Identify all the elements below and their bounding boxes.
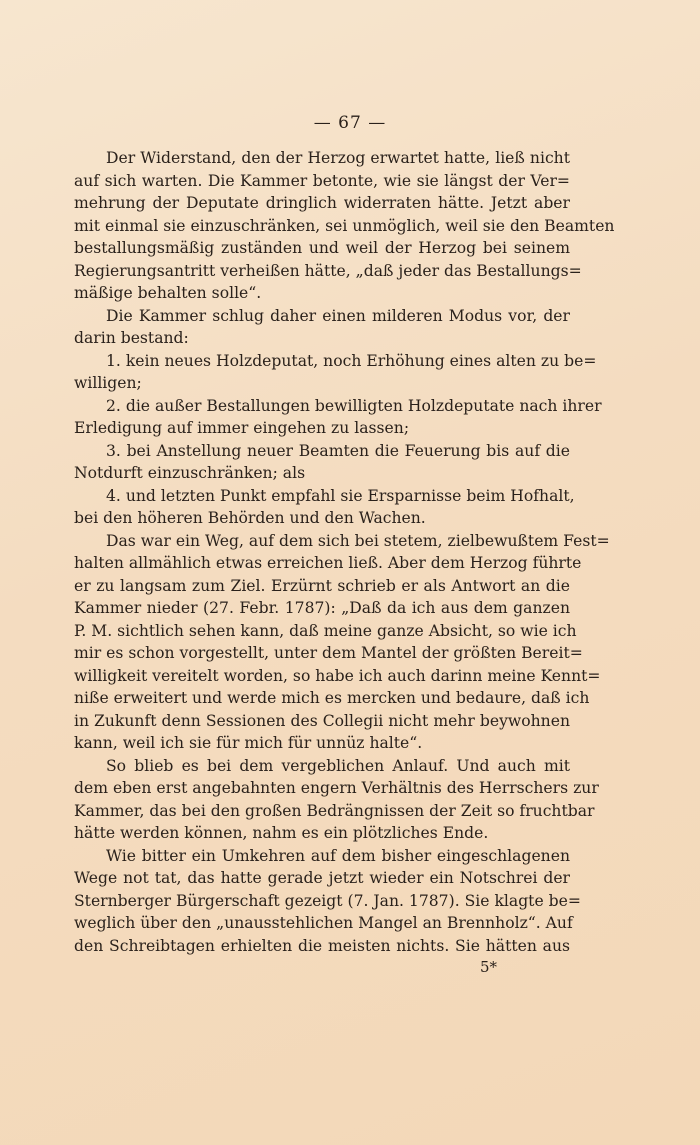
text-line: hätte werden können, nahm es ein plötzliches Ende. xyxy=(74,824,489,842)
text-line: bestallungsmäßig zuständen und weil der Herzog bei seinem xyxy=(74,239,570,257)
text-line: auf sich warten. Die Kammer betonte, wie sie längst der Ver= xyxy=(74,171,570,190)
text-line: er zu langsam zum Ziel. Erzürnt schrieb er als Antwort an die xyxy=(74,576,570,595)
text-line: willigen; xyxy=(74,374,142,392)
text-line: P. M. sichtlich sehen kann, daß meine ganze Absicht, so wie ich xyxy=(74,621,577,640)
text-line: 1. kein neues Holzdeputat, noch Erhöhung eines alten zu be= xyxy=(106,351,597,370)
text-line: kann, weil ich sie für mich für unnüz halte“. xyxy=(74,734,423,752)
text-line: Kammer nieder (27. Febr. 1787): „Daß da ich aus dem ganzen xyxy=(74,599,570,617)
text-line: Das war ein Weg, auf dem sich bei stetem, zielbewußtem Fest= xyxy=(106,531,610,550)
text-line: Erledigung auf immer eingehen zu lassen; xyxy=(74,419,410,437)
text-line: Wege not tat, das hatte gerade jetzt wieder ein Notschrei der xyxy=(74,869,570,887)
text-line: in Zukunft denn Sessionen des Collegii nicht mehr beywohnen xyxy=(74,711,570,730)
text-line: 4. und letzten Punkt empfahl sie Ersparnisse beim Hofhalt, xyxy=(106,486,575,505)
text-line: niße erweitert und werde mich es mercken und bedaure, daß ich xyxy=(74,689,590,707)
text-line: Regierungsantritt verheißen hätte, „daß jeder das Bestallungs= xyxy=(74,261,582,280)
page-number: — 67 — xyxy=(313,113,387,133)
text-line: den Schreibtagen erhielten die meisten nichts. Sie hätten aus xyxy=(74,936,570,955)
text-line: 3. bei Anstellung neuer Beamten die Feuerung bis auf die xyxy=(106,441,570,460)
text-line: Sternberger Bürgerschaft gezeigt (7. Jan. 1787). Sie klagte be= xyxy=(74,891,581,910)
text-line: mehrung der Deputate dringlich widerraten hätte. Jetzt aber xyxy=(74,194,570,212)
text-line: Die Kammer schlug daher einen milderen Modus vor, der xyxy=(106,306,570,325)
text-line: mir es schon vorgestellt, unter dem Mantel der größten Bereit= xyxy=(74,644,583,662)
text-line: Kammer, das bei den großen Bedrängnissen der Zeit so fruchtbar xyxy=(74,801,595,820)
signature-mark: 5* xyxy=(480,958,498,976)
text-line: Wie bitter ein Umkehren auf dem bisher eingeschlagenen xyxy=(106,846,570,865)
text-line: mit einmal sie einzuschränken, sei unmöglich, weil sie den Beamten xyxy=(74,216,615,235)
text-line: willigkeit vereitelt worden, so habe ich auch darinn meine Kennt= xyxy=(74,666,601,685)
text-line: mäßige behalten solle“. xyxy=(74,284,262,302)
text-line: halten allmählich etwas erreichen ließ. Aber dem Herzog führte xyxy=(74,554,582,572)
text-line: Der Widerstand, den der Herzog erwartet hatte, ließ nicht xyxy=(106,149,570,167)
text-line: darin bestand: xyxy=(74,329,189,347)
body-text xyxy=(74,147,615,957)
text-line: 2. die außer Bestallungen bewilligten Holzdeputate nach ihrer xyxy=(106,396,602,415)
text-line: weglich über den „unausstehlichen Mangel an Brennholz“. Auf xyxy=(74,914,573,932)
text-line: bei den höheren Behörden und den Wachen. xyxy=(74,509,426,527)
text-line: So blieb es bei dem vergeblichen Anlauf. Und auch mit xyxy=(106,756,570,775)
text-line: dem eben erst angebahnten engern Verhältnis des Herrschers zur xyxy=(74,779,599,797)
text-line: Notdurft einzuschränken; als xyxy=(74,464,306,482)
